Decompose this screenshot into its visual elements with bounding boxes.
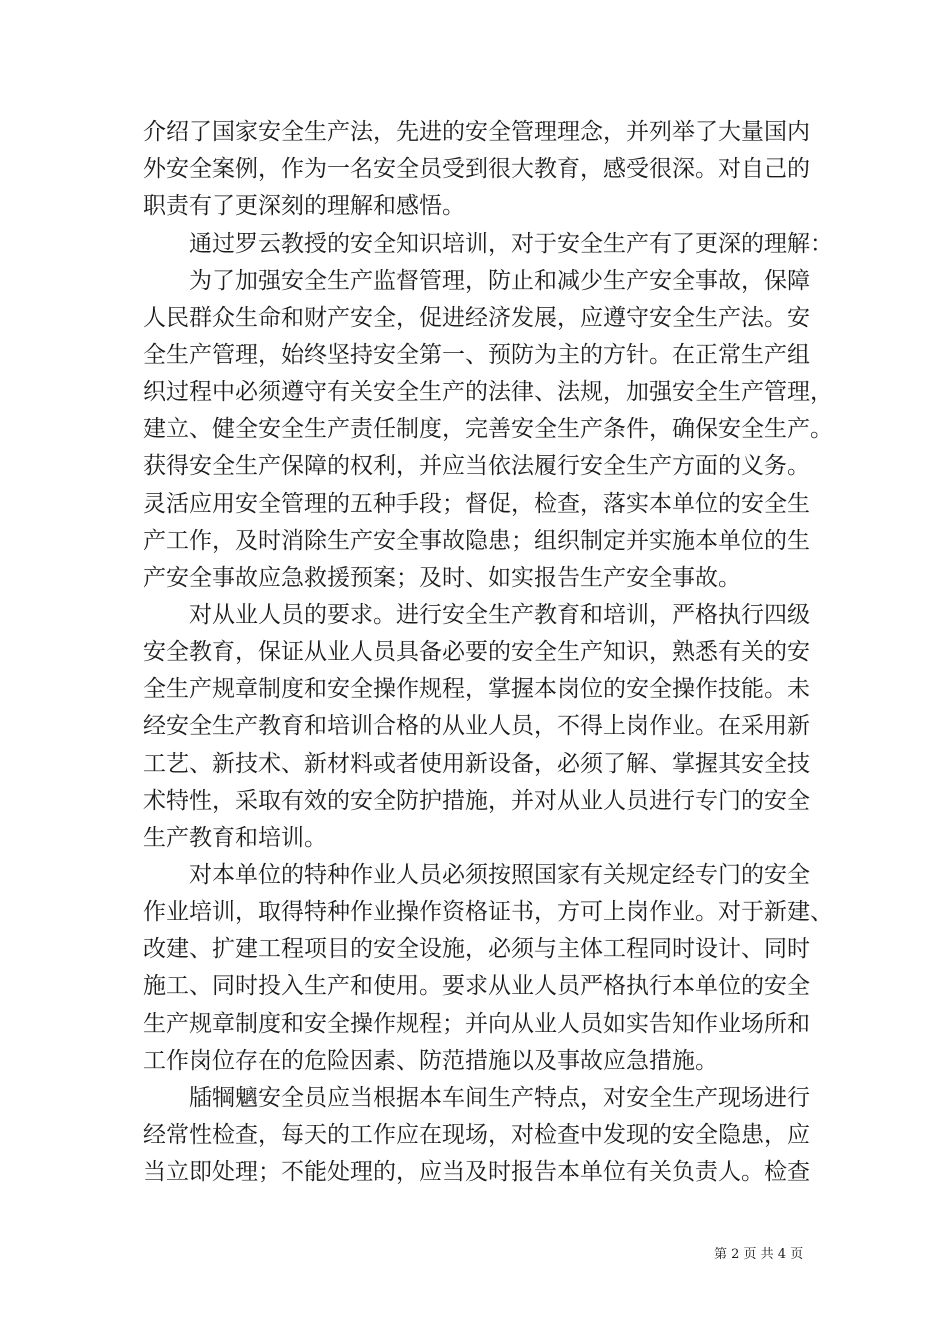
text-line: 作业培训，取得特种作业操作资格证书，方可上岗作业。对于新建、 (143, 899, 833, 925)
text-line: 建立、健全安全生产责任制度，完善安全生产条件，确保安全生产。 (143, 416, 833, 442)
text-line: 通过罗云教授的安全知识培训，对于安全生产有了更深的理解： (143, 231, 833, 257)
text-line: 经常性检查，每天的工作应在现场，对检查中发现的安全隐患，应 (143, 1122, 810, 1148)
text-line: 改建、扩建工程项目的安全设施，必须与主体工程同时设计、同时 (143, 936, 810, 962)
text-line: 全生产管理，始终坚持安全第一、预防为主的方针。在正常生产组 (143, 342, 810, 368)
text-line: 术特性，采取有效的安全防护措施，并对从业人员进行专门的安全 (143, 788, 810, 814)
text-line: 牐犅魑安全员应当根据本车间生产特点，对安全生产现场进行 (143, 1085, 810, 1111)
text-line: 对本单位的特种作业人员必须按照国家有关规定经专门的安全 (143, 862, 810, 888)
text-line: 安全教育，保证从业人员具备必要的安全生产知识，熟悉有关的安 (143, 639, 810, 665)
text-line: 生产规章制度和安全操作规程；并向从业人员如实告知作业场所和 (143, 1011, 810, 1037)
text-line: 施工、同时投入生产和使用。要求从业人员严格执行本单位的安全 (143, 973, 810, 999)
text-line: 织过程中必须遵守有关安全生产的法律、法规，加强安全生产管理， (143, 379, 833, 405)
text-line: 产工作，及时消除生产安全事故隐患；组织制定并实施本单位的生 (143, 528, 810, 554)
text-line: 灵活应用安全管理的五种手段；督促，检查，落实本单位的安全生 (143, 491, 810, 517)
text-line: 产安全事故应急救援预案；及时、如实报告生产安全事故。 (143, 565, 741, 591)
text-line: 职责有了更深刻的理解和感悟。 (143, 193, 465, 219)
page-number-footer: 第 2 页 共 4 页 (714, 1247, 804, 1262)
text-line: 外安全案例，作为一名安全员受到很大教育，感受很深。对自己的 (143, 156, 810, 182)
text-line: 对从业人员的要求。进行安全生产教育和培训，严格执行四级 (143, 602, 810, 628)
text-line: 生产教育和培训。 (143, 825, 327, 851)
text-line: 工艺、新技术、新材料或者使用新设备，必须了解、掌握其安全技 (143, 751, 810, 777)
text-line: 工作岗位存在的危险因素、防范措施以及事故应急措施。 (143, 1048, 718, 1074)
text-line: 全生产规章制度和安全操作规程，掌握本岗位的安全操作技能。未 (143, 676, 810, 702)
text-line: 介绍了国家安全生产法，先进的安全管理理念，并列举了大量国内 (143, 119, 810, 145)
text-line: 经安全生产教育和培训合格的从业人员，不得上岗作业。在采用新 (143, 713, 810, 739)
text-line: 人民群众生命和财产安全，促进经济发展，应遵守安全生产法。安 (143, 305, 810, 331)
text-line: 获得安全生产保障的权利，并应当依法履行安全生产方面的义务。 (143, 453, 810, 479)
text-line: 为了加强安全生产监督管理，防止和减少生产安全事故，保障 (143, 268, 810, 294)
text-line: 当立即处理；不能处理的，应当及时报告本单位有关负责人。检查 (143, 1159, 810, 1185)
